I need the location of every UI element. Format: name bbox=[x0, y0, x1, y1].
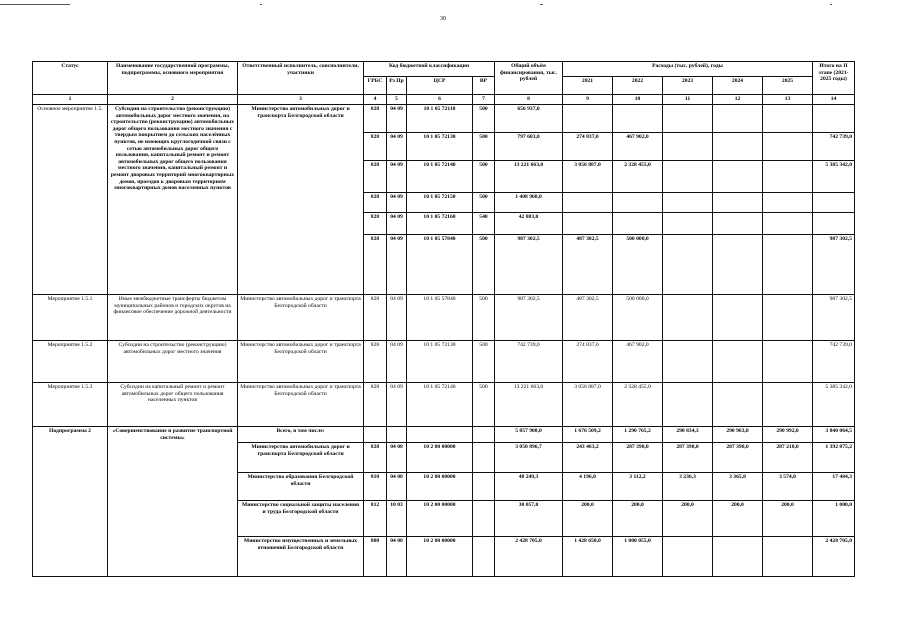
grbs-cell: 828 bbox=[364, 105, 387, 133]
grbs-cell: 828 bbox=[364, 193, 387, 213]
y2025-cell bbox=[763, 235, 813, 295]
total-cell: 1 408 968,0 bbox=[495, 193, 563, 213]
subprogram-responsible: Министерство имущественных и земельных отношений Белгородской области bbox=[238, 537, 364, 577]
y2023-cell bbox=[663, 161, 713, 193]
header-year-2025: 2025 bbox=[763, 77, 813, 95]
vr-cell bbox=[473, 443, 495, 473]
subprogram-responsible: Министерство образования Белгородской области bbox=[238, 473, 364, 501]
y2022-cell: 287 398,0 bbox=[613, 443, 663, 473]
rzpr-cell: 04 09 bbox=[387, 341, 407, 383]
y2025-cell bbox=[763, 193, 813, 213]
vr-cell: 500 bbox=[473, 161, 495, 193]
grbs-cell: 828 bbox=[364, 383, 387, 427]
y2023-cell: 290 834,3 bbox=[663, 427, 713, 443]
measure-status: Мероприятие 1.5.2 bbox=[33, 341, 108, 383]
grbs-cell: 828 bbox=[364, 443, 387, 473]
y2021-cell: 274 837,0 bbox=[563, 133, 613, 161]
vr-cell: 500 bbox=[473, 193, 495, 213]
header-year-2021: 2021 bbox=[563, 77, 613, 95]
col-number: 6 bbox=[407, 95, 473, 105]
y2025-cell bbox=[763, 161, 813, 193]
total-cell: 48 249,3 bbox=[495, 473, 563, 501]
header-vr: ВР bbox=[473, 77, 495, 95]
y2025-cell bbox=[763, 105, 813, 133]
measure-responsible: Министерство автомобильных дорог и транспорта Белгородской области bbox=[238, 383, 364, 427]
col-number: 5 bbox=[387, 95, 407, 105]
col-number: 10 bbox=[613, 95, 663, 105]
vr-cell: 500 bbox=[473, 383, 495, 427]
y2024-cell bbox=[713, 537, 763, 577]
col-number: 3 bbox=[238, 95, 364, 105]
grbs-cell: 810 bbox=[364, 473, 387, 501]
measure-name: Субсидии на капитальный ремонт и ремонт автомобильных дорог общего пользования населенных пунктов bbox=[108, 383, 238, 427]
csr-cell: 10 1 05 72150 bbox=[407, 193, 473, 213]
y2023-cell bbox=[663, 213, 713, 235]
y2024-cell: 290 963,8 bbox=[713, 427, 763, 443]
y2023-cell bbox=[663, 383, 713, 427]
col-number: 8 bbox=[495, 95, 563, 105]
rzpr-cell: 04 09 bbox=[387, 383, 407, 427]
y2022-cell: 500 000,0 bbox=[613, 295, 663, 341]
col-number: 11 bbox=[663, 95, 713, 105]
header-expenses: Расходы (тыс. рублей), годы bbox=[563, 62, 813, 77]
y2025-cell bbox=[763, 213, 813, 235]
y2024-cell bbox=[713, 213, 763, 235]
col-number: 14 bbox=[813, 95, 855, 105]
itogo-cell bbox=[813, 193, 855, 213]
grbs-cell bbox=[364, 427, 387, 443]
vr-cell: 500 bbox=[473, 235, 495, 295]
vr-cell: 540 bbox=[473, 213, 495, 235]
y2023-cell bbox=[663, 193, 713, 213]
csr-cell: 10 2 00 00000 bbox=[407, 473, 473, 501]
y2024-cell bbox=[713, 161, 763, 193]
main-measure-row bbox=[33, 105, 855, 133]
y2024-cell bbox=[713, 235, 763, 295]
scan-edge-mark bbox=[830, 4, 832, 5]
y2023-cell bbox=[663, 133, 713, 161]
header-year-2023: 2023 bbox=[663, 77, 713, 95]
y2023-cell: 200,0 bbox=[663, 501, 713, 537]
col-number: 7 bbox=[473, 95, 495, 105]
y2025-cell bbox=[763, 133, 813, 161]
y2022-cell: 2 328 455,0 bbox=[613, 383, 663, 427]
scan-edge-mark bbox=[540, 4, 543, 5]
y2021-cell: 3 056 887,0 bbox=[563, 161, 613, 193]
total-cell: 13 221 663,0 bbox=[495, 161, 563, 193]
vr-cell bbox=[473, 501, 495, 537]
col-number: 4 bbox=[364, 95, 387, 105]
total-cell: 3 050 896,7 bbox=[495, 443, 563, 473]
csr-cell: 10 1 05 57840 bbox=[407, 235, 473, 295]
measure-status: Мероприятие 1.5.3 bbox=[33, 383, 108, 427]
y2021-cell: 3 056 887,0 bbox=[563, 383, 613, 427]
main-measure-name: Субсидии на строительство (реконструкцию) автомобильных дорог местного значения, на строительство (реконструкцию) автомобильных дорог общего пользования местного значения с твердым покрытием до сельских населённых пунктов, не имеющих круглогодичной связи с сетью автомобильных дорог общего пользования, капитальный ремонт и ремонт автомобильных дорог общего пользования местного значения, капитальный ремонт и ремонт дворовых территорий многоквартирных домов, проездов к дворовым территориям многоквартирных домов населенных пунктов bbox=[108, 105, 238, 295]
budget-table bbox=[32, 61, 855, 577]
col-number: 1 bbox=[33, 95, 108, 105]
y2021-cell bbox=[563, 105, 613, 133]
grbs-cell: 828 bbox=[364, 213, 387, 235]
page-number: 30 bbox=[440, 16, 446, 22]
y2024-cell bbox=[713, 133, 763, 161]
vr-cell bbox=[473, 427, 495, 443]
total-cell: 797 603,0 bbox=[495, 133, 563, 161]
y2023-cell bbox=[663, 341, 713, 383]
rzpr-cell: 04 09 bbox=[387, 105, 407, 133]
vr-cell: 500 bbox=[473, 133, 495, 161]
y2021-cell: 274 837,0 bbox=[563, 341, 613, 383]
header-status: Статус bbox=[33, 62, 108, 95]
total-cell: 2 428 705,0 bbox=[495, 537, 563, 577]
itogo-cell bbox=[813, 105, 855, 133]
y2021-cell: 4 196,0 bbox=[563, 473, 613, 501]
col-number: 13 bbox=[763, 95, 813, 105]
itogo-cell: 1 392 875,2 bbox=[813, 443, 855, 473]
header-itogo: Итого на II этапе (2021-2025 годы) bbox=[813, 62, 855, 95]
y2025-cell: 290 992,0 bbox=[763, 427, 813, 443]
y2022-cell: 1 290 765,2 bbox=[613, 427, 663, 443]
y2022-cell bbox=[613, 193, 663, 213]
rzpr-cell: 04 09 bbox=[387, 235, 407, 295]
subprogram-status: Подпрограмма 2 bbox=[33, 427, 108, 577]
csr-cell: 10 1 05 72160 bbox=[407, 213, 473, 235]
subprogram-responsible: Министерство автомобильных дорог и транспорта Белгородской области bbox=[238, 443, 364, 473]
y2023-cell: 287 398,0 bbox=[663, 443, 713, 473]
measure-row bbox=[33, 295, 855, 341]
header-year-2024: 2024 bbox=[713, 77, 763, 95]
y2024-cell bbox=[713, 295, 763, 341]
csr-cell: 10 1 05 72110 bbox=[407, 105, 473, 133]
y2025-cell: 3 574,0 bbox=[763, 473, 813, 501]
rzpr-cell: 04 08 bbox=[387, 443, 407, 473]
csr-cell: 10 2 00 00000 bbox=[407, 537, 473, 577]
y2024-cell bbox=[713, 105, 763, 133]
header-row-1 bbox=[33, 62, 855, 77]
csr-cell: 10 1 05 72130 bbox=[407, 341, 473, 383]
y2023-cell bbox=[663, 235, 713, 295]
measure-row bbox=[33, 341, 855, 383]
y2022-cell: 3 112,2 bbox=[613, 473, 663, 501]
itogo-cell: 987 302,5 bbox=[813, 235, 855, 295]
header-total-fin: Общий объём финансирования, тыс. рублей bbox=[495, 62, 563, 95]
y2024-cell: 3 365,8 bbox=[713, 473, 763, 501]
rzpr-cell: 04 09 bbox=[387, 161, 407, 193]
y2021-cell: 1 676 509,2 bbox=[563, 427, 613, 443]
total-cell: 987 302,5 bbox=[495, 295, 563, 341]
y2022-cell: 2 328 455,0 bbox=[613, 161, 663, 193]
rzpr-cell: 04 09 bbox=[387, 193, 407, 213]
rzpr-cell: 04 08 bbox=[387, 537, 407, 577]
header-year-2022: 2022 bbox=[613, 77, 663, 95]
subprogram-total-row bbox=[33, 427, 855, 443]
csr-cell: 10 1 05 57840 bbox=[407, 295, 473, 341]
itogo-cell: 5 385 342,0 bbox=[813, 161, 855, 193]
rzpr-cell: 04 08 bbox=[387, 473, 407, 501]
col-number: 12 bbox=[713, 95, 763, 105]
y2021-cell bbox=[563, 193, 613, 213]
y2025-cell bbox=[763, 537, 813, 577]
y2024-cell bbox=[713, 383, 763, 427]
csr-cell bbox=[407, 427, 473, 443]
total-cell: 5 857 908,0 bbox=[495, 427, 563, 443]
y2021-cell: 1 428 650,0 bbox=[563, 537, 613, 577]
subprogram-name: «Совершенствование и развитие транспортной системы» bbox=[108, 427, 238, 577]
itogo-cell: 17 484,3 bbox=[813, 473, 855, 501]
measure-row bbox=[33, 383, 855, 427]
main-measure-responsible: Министерство автомобильных дорог и транспорта Белгородской области bbox=[238, 105, 364, 295]
rzpr-cell bbox=[387, 427, 407, 443]
itogo-cell: 3 840 064,5 bbox=[813, 427, 855, 443]
y2022-cell: 200,0 bbox=[613, 501, 663, 537]
csr-cell: 10 1 05 72140 bbox=[407, 161, 473, 193]
itogo-cell: 1 000,0 bbox=[813, 501, 855, 537]
rzpr-cell: 04 09 bbox=[387, 295, 407, 341]
grbs-cell: 828 bbox=[364, 341, 387, 383]
total-cell: 42 803,0 bbox=[495, 213, 563, 235]
header-grbs: ГРБС bbox=[364, 77, 387, 95]
total-cell: 13 221 663,0 bbox=[495, 383, 563, 427]
grbs-cell: 812 bbox=[364, 501, 387, 537]
y2022-cell: 1 000 055,0 bbox=[613, 537, 663, 577]
measure-name: Субсидии на строительство (реконструкцию) автомобильных дорог местного значения bbox=[108, 341, 238, 383]
y2021-cell: 200,0 bbox=[563, 501, 613, 537]
itogo-cell bbox=[813, 213, 855, 235]
y2025-cell: 287 218,0 bbox=[763, 443, 813, 473]
grbs-cell: 828 bbox=[364, 133, 387, 161]
vr-cell: 500 bbox=[473, 105, 495, 133]
y2024-cell: 287 398,0 bbox=[713, 443, 763, 473]
total-cell: 656 937,0 bbox=[495, 105, 563, 133]
y2022-cell bbox=[613, 105, 663, 133]
header-rzpr: Рз Пр bbox=[387, 77, 407, 95]
vr-cell bbox=[473, 473, 495, 501]
total-cell: 30 057,0 bbox=[495, 501, 563, 537]
itogo-cell: 2 428 705,0 bbox=[813, 537, 855, 577]
y2025-cell bbox=[763, 383, 813, 427]
csr-cell: 10 1 05 72140 bbox=[407, 383, 473, 427]
itogo-cell: 5 385 342,0 bbox=[813, 383, 855, 427]
col-number: 9 bbox=[563, 95, 613, 105]
y2025-cell bbox=[763, 341, 813, 383]
itogo-cell: 987 302,5 bbox=[813, 295, 855, 341]
total-cell: 742 739,0 bbox=[495, 341, 563, 383]
column-numbers-row bbox=[33, 95, 855, 105]
main-measure-status: Основное мероприятие 1.5. bbox=[33, 105, 108, 295]
grbs-cell: 828 bbox=[364, 161, 387, 193]
total-cell: 987 302,5 bbox=[495, 235, 563, 295]
scan-edge-mark bbox=[260, 4, 262, 5]
scan-edge-mark bbox=[0, 4, 70, 5]
grbs-cell: 808 bbox=[364, 537, 387, 577]
y2021-cell: 487 302,5 bbox=[563, 295, 613, 341]
y2025-cell: 200,0 bbox=[763, 501, 813, 537]
csr-cell: 10 1 05 72130 bbox=[407, 133, 473, 161]
rzpr-cell: 04 09 bbox=[387, 213, 407, 235]
subprogram-responsible: Министерство социальной защиты населения и труда Белгородской области bbox=[238, 501, 364, 537]
y2024-cell bbox=[713, 193, 763, 213]
y2024-cell: 200,0 bbox=[713, 501, 763, 537]
y2021-cell bbox=[563, 213, 613, 235]
y2022-cell: 467 902,0 bbox=[613, 133, 663, 161]
subprogram-total-label: Всего, в том числе: bbox=[238, 427, 364, 443]
measure-responsible: Министерство автомобильных дорог и транспорта Белгородской области bbox=[238, 295, 364, 341]
y2021-cell: 243 463,2 bbox=[563, 443, 613, 473]
y2022-cell bbox=[613, 213, 663, 235]
measure-name: Иные межбюджетные трансферты бюджетам муниципальных районов и городских округов на финансовое обеспечение дорожной деятельности bbox=[108, 295, 238, 341]
itogo-cell: 742 739,0 bbox=[813, 341, 855, 383]
header-csr: ЦСР bbox=[407, 77, 473, 95]
y2024-cell bbox=[713, 341, 763, 383]
header-budget-code: Код бюджетной классификации bbox=[364, 62, 495, 77]
y2025-cell bbox=[763, 295, 813, 341]
vr-cell: 500 bbox=[473, 295, 495, 341]
itogo-cell: 742 739,0 bbox=[813, 133, 855, 161]
y2022-cell: 500 000,0 bbox=[613, 235, 663, 295]
y2023-cell bbox=[663, 537, 713, 577]
rzpr-cell: 10 03 bbox=[387, 501, 407, 537]
y2023-cell: 3 236,3 bbox=[663, 473, 713, 501]
grbs-cell: 828 bbox=[364, 295, 387, 341]
header-responsible: Ответственный исполнитель, соисполнители, участники bbox=[238, 62, 364, 95]
y2023-cell bbox=[663, 295, 713, 341]
csr-cell: 10 2 00 00000 bbox=[407, 443, 473, 473]
vr-cell: 500 bbox=[473, 341, 495, 383]
grbs-cell: 828 bbox=[364, 235, 387, 295]
y2023-cell bbox=[663, 105, 713, 133]
measure-responsible: Министерство автомобильных дорог и транспорта Белгородской области bbox=[238, 341, 364, 383]
vr-cell bbox=[473, 537, 495, 577]
col-number: 2 bbox=[108, 95, 238, 105]
y2022-cell: 467 902,0 bbox=[613, 341, 663, 383]
rzpr-cell: 04 09 bbox=[387, 133, 407, 161]
header-name: Наименование государственной программы, подпрограммы, основного мероприятия bbox=[108, 62, 238, 95]
measure-status: Мероприятие 1.5.1 bbox=[33, 295, 108, 341]
y2021-cell: 487 302,5 bbox=[563, 235, 613, 295]
csr-cell: 10 2 00 00000 bbox=[407, 501, 473, 537]
